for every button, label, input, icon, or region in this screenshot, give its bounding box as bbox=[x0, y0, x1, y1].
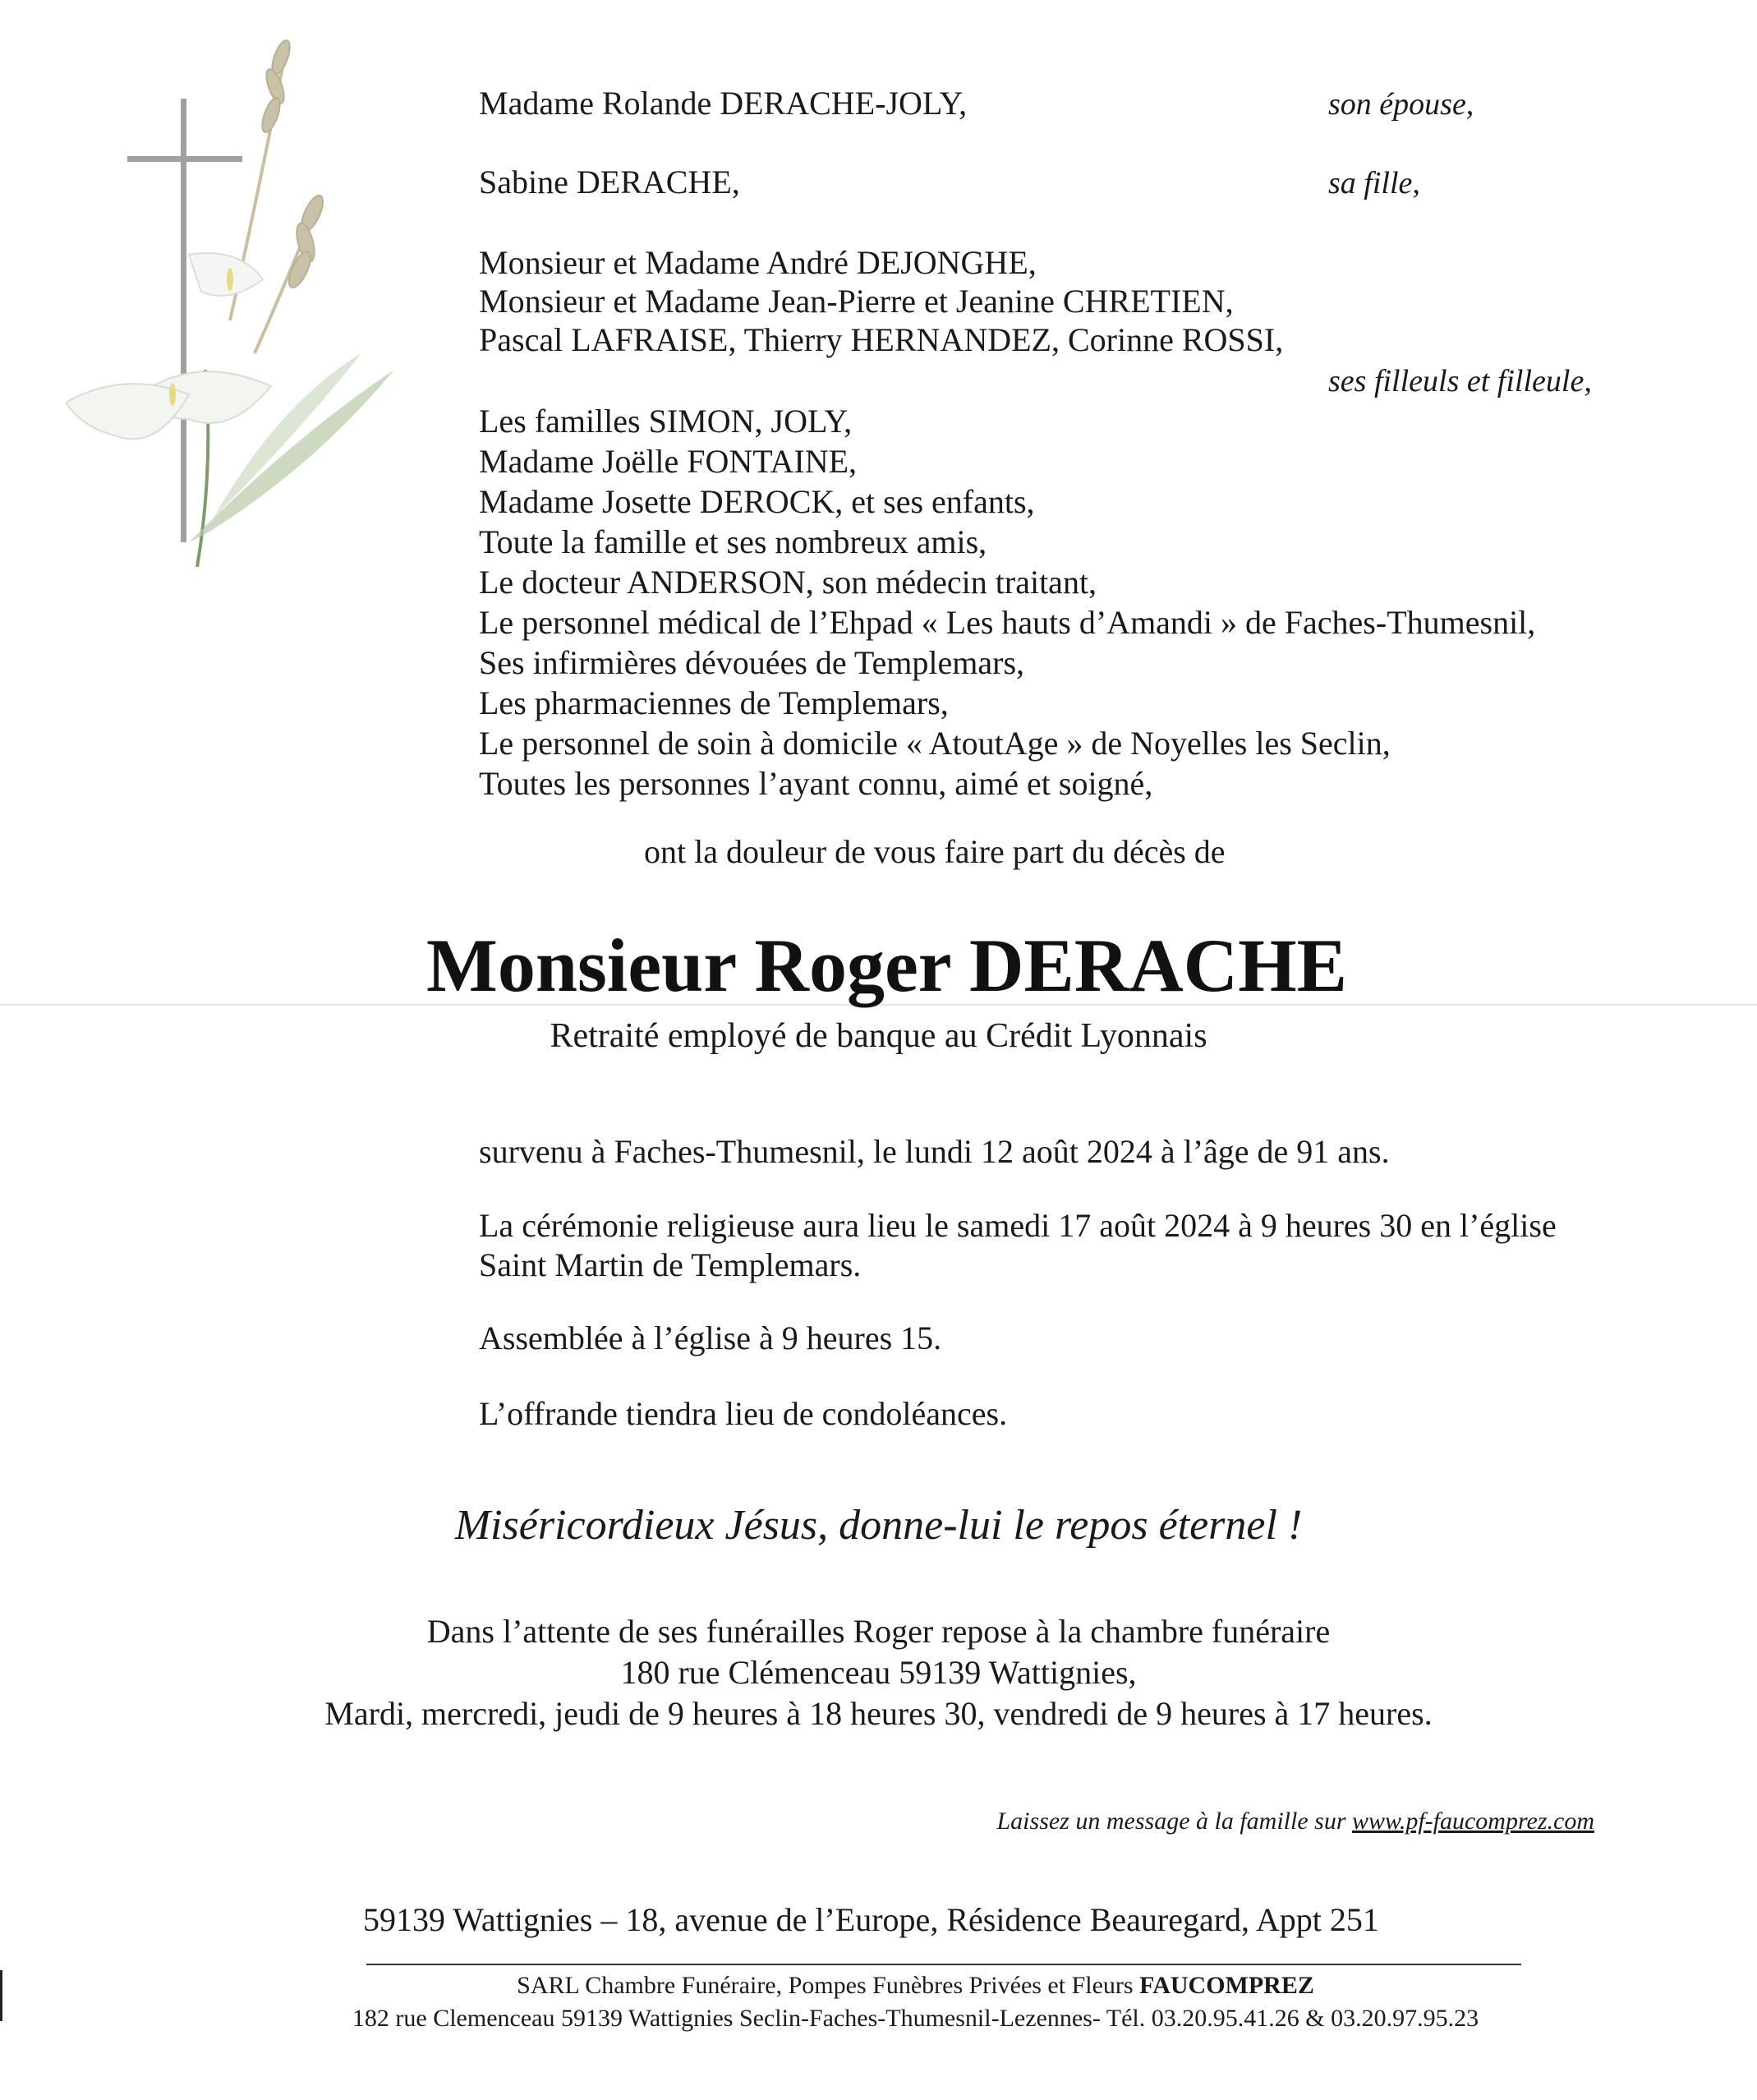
visitation-line: Dans l’attente de ses funérailles Roger repose à la chambre funéraire bbox=[426, 1613, 1331, 1650]
list-item: Le docteur ANDERSON, son médecin traitant, bbox=[479, 564, 1097, 601]
list-item: Les familles SIMON, JOLY, bbox=[479, 403, 853, 440]
announcement-text: ont la douleur de vous faire part du décès de bbox=[644, 833, 1226, 870]
scan-edge-mark bbox=[0, 1970, 2, 2021]
list-item: Toute la famille et ses nombreux amis, bbox=[479, 523, 987, 560]
footer-company-name: FAUCOMPREZ bbox=[1139, 1972, 1314, 1999]
visitation-address: 180 rue Clémenceau 59139 Wattignies, bbox=[620, 1654, 1137, 1691]
footer-company-prefix: SARL Chambre Funéraire, Pompes Funèbres Privées et Fleurs bbox=[517, 1972, 1134, 1999]
assembly-details: Assemblée à l’église à 9 heures 15. bbox=[479, 1319, 942, 1356]
web-message bbox=[997, 1808, 1595, 1835]
list-item: Le personnel de soin à domicile « AtoutAge » de Noyelles les Seclin, bbox=[479, 725, 1391, 762]
godchild-line: Monsieur et Madame Jean-Pierre et Jeanine CHRETIEN, bbox=[479, 283, 1234, 320]
godchild-line: Pascal LAFRAISE, Thierry HERNANDEZ, Corinne ROSSI, bbox=[479, 321, 1284, 358]
website-link[interactable]: www.pf-faucomprez.com bbox=[1352, 1808, 1594, 1835]
footer-contact: 182 rue Clemenceau 59139 Wattignies Seclin-Faches-Thumesnil-Lezennes- Tél. 03.20.95.41.26 & 03.20.97.95.23 bbox=[352, 2005, 1479, 2032]
spouse-relation: son épouse, bbox=[1328, 87, 1474, 122]
deceased-name bbox=[0, 924, 1757, 1006]
lily-flower-icon bbox=[66, 253, 394, 567]
list-item: Madame Joëlle FONTAINE, bbox=[479, 443, 858, 480]
wheat-icon bbox=[230, 39, 327, 353]
death-details: survenu à Faches-Thumesnil, le lundi 12 août 2024 à l’âge de 91 ans. bbox=[479, 1133, 1390, 1170]
list-item: Les pharmaciennes de Templemars, bbox=[479, 684, 949, 721]
daughter-relation: sa fille, bbox=[1328, 166, 1420, 200]
footer-divider bbox=[366, 1964, 1521, 1965]
godchild-line: Monsieur et Madame André DEJONGHE, bbox=[479, 244, 1037, 281]
cross-and-lilies-decoration bbox=[66, 8, 394, 583]
list-item: Ses infirmières dévouées de Templemars, bbox=[479, 644, 1025, 681]
footer-company bbox=[0, 1972, 1757, 2000]
mourners-list bbox=[479, 401, 1535, 804]
daughter-name: Sabine DERACHE, bbox=[479, 163, 740, 200]
spouse-name: Madame Rolande DERACHE-JOLY, bbox=[479, 85, 968, 122]
deceased-name-text: Monsieur Roger DERACHE bbox=[425, 923, 1348, 1007]
list-item: Toutes les personnes l’ayant connu, aimé et soigné, bbox=[479, 765, 1153, 802]
godchildren-relation: ses filleuls et filleule, bbox=[1328, 364, 1592, 398]
deceased-occupation: Retraité employé de banque au Crédit Lyonnais bbox=[550, 1017, 1207, 1055]
offering-details: L’offrande tiendra lieu de condoléances. bbox=[479, 1395, 1008, 1432]
ceremony-place: Saint Martin de Templemars. bbox=[479, 1246, 862, 1283]
ceremony-details: La cérémonie religieuse aura lieu le samedi 17 août 2024 à 9 heures 30 en l’église bbox=[479, 1207, 1557, 1244]
cross-icon bbox=[127, 99, 242, 542]
prayer-text: Miséricordieux Jésus, donne-lui le repos éternel ! bbox=[454, 1502, 1303, 1549]
family-address: 59139 Wattignies – 18, avenue de l’Europe, Résidence Beauregard, Appt 251 bbox=[363, 1901, 1379, 1938]
web-message-text: Laissez un message à la famille sur bbox=[996, 1808, 1346, 1835]
visitation-hours: Mardi, mercredi, jeudi de 9 heures à 18 heures 30, vendredi de 9 heures à 17 heures. bbox=[324, 1695, 1433, 1732]
list-item: Madame Josette DEROCK, et ses enfants, bbox=[479, 483, 1035, 520]
list-item: Le personnel médical de l’Ehpad « Les hauts d’Amandi » de Faches-Thumesnil, bbox=[479, 604, 1536, 641]
